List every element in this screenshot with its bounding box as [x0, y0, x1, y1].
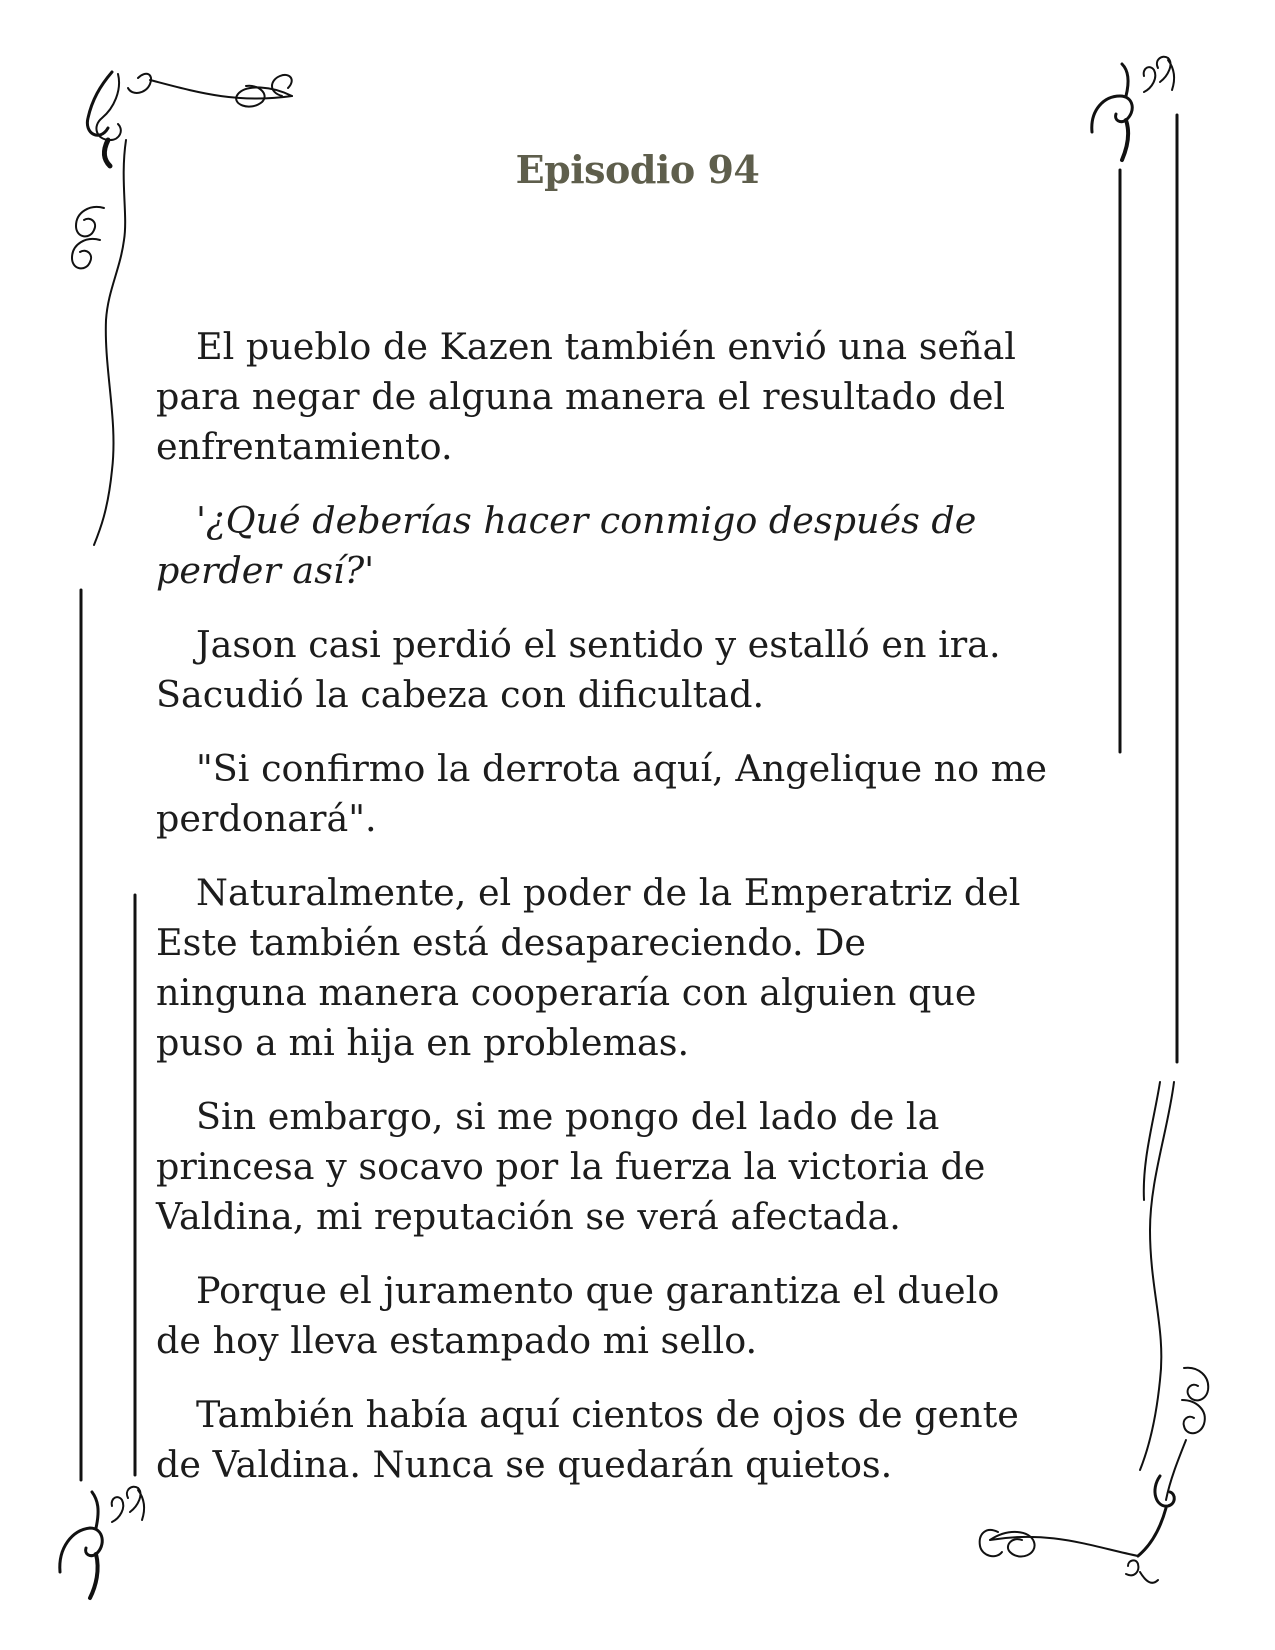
paragraph: [156, 322, 1096, 472]
text-line: ninguna manera cooperaría con alguien que: [156, 971, 977, 1014]
text-line: '¿Qué deberías hacer conmigo después de: [196, 499, 977, 542]
text-line: Este también está desapareciendo. De: [156, 921, 867, 964]
text-line: Naturalmente, el poder de la Emperatriz del: [196, 871, 1021, 914]
paragraph: [156, 868, 1096, 1068]
body-text: [156, 322, 1096, 1514]
bottom-left-flourish: [60, 1487, 144, 1598]
text-line: princesa y socavo por la fuerza la victoria de: [156, 1145, 986, 1188]
paragraph: [156, 1390, 1096, 1490]
text-line: de hoy lleva estampado mi sello.: [156, 1319, 758, 1362]
text-line: Valdina, mi reputación se verá afectada.: [156, 1195, 901, 1238]
text-line: El pueblo de Kazen también envió una señal: [196, 325, 1016, 368]
text-line: Sacudió la cabeza con dificultad.: [156, 673, 765, 716]
text-line: perdonará".: [156, 797, 377, 840]
paragraph-dialogue: [156, 744, 1096, 844]
text-line: enfrentamiento.: [156, 425, 453, 468]
paragraph: [156, 1266, 1096, 1366]
text-line: Jason casi perdió el sentido y estalló en ira.: [196, 623, 1001, 666]
paragraph-thought: [156, 496, 1096, 596]
text-line: puso a mi hija en problemas.: [156, 1021, 690, 1064]
text-line: Sin embargo, si me pongo del lado de la: [196, 1095, 940, 1138]
episode-title: Episodio 94: [515, 147, 760, 192]
text-line: "Si confirmo la derrota aquí, Angelique no me: [196, 747, 1047, 790]
text-line: de Valdina. Nunca se quedarán quietos.: [156, 1443, 893, 1486]
paragraph: [156, 1092, 1096, 1242]
text-line: para negar de alguna manera el resultado del: [156, 375, 1006, 418]
text-line: También había aquí cientos de ojos de gente: [196, 1393, 1019, 1436]
text-line: Porque el juramento que garantiza el duelo: [196, 1269, 1000, 1312]
top-right-flourish: [1092, 57, 1174, 160]
text-line: perder así?': [156, 549, 375, 592]
paragraph: [156, 620, 1096, 720]
